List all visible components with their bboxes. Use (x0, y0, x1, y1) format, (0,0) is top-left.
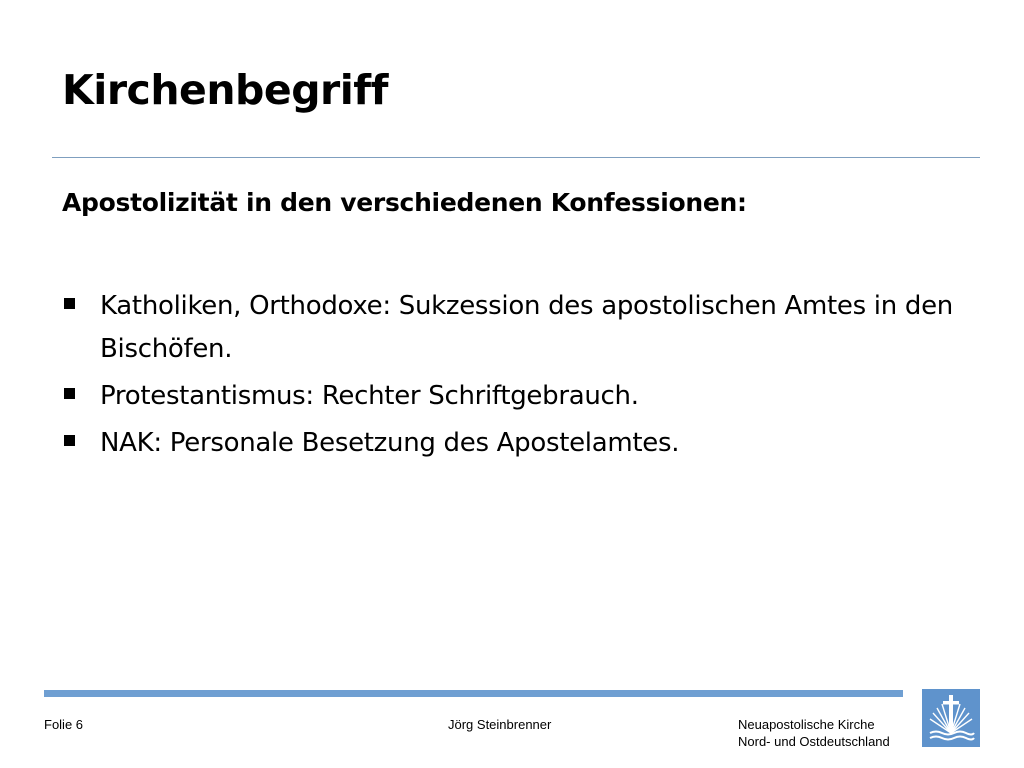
slide-subtitle: Apostolizität in den verschiedenen Konfessionen: (62, 188, 747, 217)
title-divider (52, 157, 980, 158)
square-bullet-icon (64, 298, 75, 309)
slide-title: Kirchenbegriff (62, 66, 388, 114)
bullet-text: NAK: Personale Besetzung des Apostelamtes. (100, 428, 680, 458)
nak-church-logo-icon (922, 689, 980, 747)
bullet-text: Protestantismus: Rechter Schriftgebrauch. (100, 381, 639, 411)
slide-number: Folie 6 (44, 717, 84, 732)
footer-bar (44, 690, 903, 697)
bullet-item (62, 422, 982, 465)
bullet-item (62, 285, 982, 371)
square-bullet-icon (64, 435, 75, 446)
bullet-text: Katholiken, Orthodoxe: Sukzession des apostolischen Amtes in den Bischöfen. (100, 291, 953, 364)
footer-author: Jörg Steinbrenner (448, 717, 552, 732)
org-line-1: Neuapostolische Kirche (738, 717, 875, 732)
footer-organization (738, 716, 890, 750)
square-bullet-icon (64, 388, 75, 399)
bullet-item (62, 375, 982, 418)
bullet-list (62, 285, 982, 469)
org-line-2: Nord- und Ostdeutschland (738, 734, 890, 749)
